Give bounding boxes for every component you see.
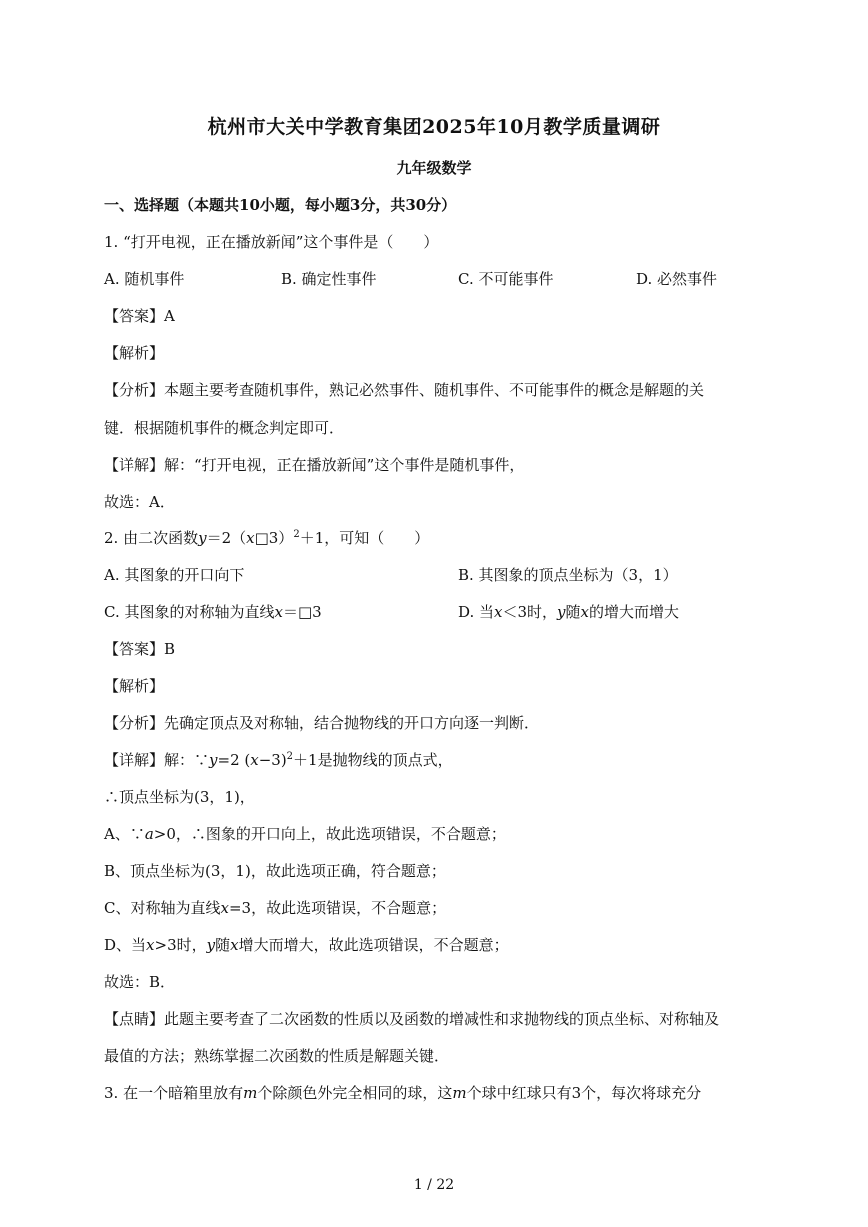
q1-option-a: A. 随机事件 [104,270,185,288]
q2-detail-text-c: −3) [258,751,287,769]
q2-detail-text-b: =2 ( [217,751,251,769]
q3-stem-var-m1: m [243,1084,258,1102]
q2-line-d-text-a: D、当 [104,936,147,954]
q2-stem-var-y: y [198,529,207,547]
q2-option-d-text-a: D. 当 [458,603,495,621]
q3-stem-text-c: 个球中红球只有3个，每次将球充分 [466,1084,702,1102]
q2-line-d-var-x: x [146,936,155,954]
q1-stem: 1. “打开电视，正在播放新闻”这个事件是（ ） [104,233,439,251]
q2-detail [104,750,453,770]
q2-stem-text-c: □3） [254,529,294,547]
q2-choice: 故选：B． [104,973,176,991]
q2-detail-text-d: ＋1是抛物线的顶点式， [293,751,453,769]
q1-option-b: B. 确定性事件 [281,270,377,288]
q1-analysis-line2: 键．根据随机事件的概念判定即可． [104,419,345,437]
q2-detail-text-a: 【详解】解：∵ [104,751,210,769]
q2-stem-text-d: ＋1，可知（ ） [299,529,430,547]
q2-option-d-var-x2: x [580,603,590,621]
q3-stem-text-a: 3. 在一个暗箱里放有 [104,1084,244,1102]
q2-stem [104,528,429,548]
q3-stem-text-b: 个除颜色外完全相同的球，这 [257,1084,453,1102]
q2-option-b: B. 其图象的顶点坐标为（3，1） [458,566,678,584]
q2-option-d-text-d: 的增大而增大 [589,603,680,621]
q2-stem-text-a: 2. 由二次函数 [104,529,199,547]
q2-option-d-var-y: y [557,603,566,621]
q1-option-c: C. 不可能事件 [458,270,554,288]
q3-stem [104,1083,701,1103]
q2-detail-exponent: 2 [286,751,294,762]
q2-comment-line2: 最值的方法；熟练掌握二次函数的性质是解题关键． [104,1047,450,1065]
q2-line-c-text-b: =3，故此选项错误，不合题意； [228,899,447,917]
q2-option-d-text-c: 随 [565,603,581,621]
q2-option-c-text-a: C. 其图象的对称轴为直线 [104,603,275,621]
q3-stem-var-m2: m [452,1084,467,1102]
q2-comment-line1: 【点睛】此题主要考查了二次函数的性质以及函数的增减性和求抛物线的顶点坐标、对称轴及 [104,1010,720,1028]
q2-option-d-text-b: ＜3时， [502,603,558,621]
q2-option-c-var-x: x [274,603,283,621]
q2-option-d-var-x: x [494,603,503,621]
q1-answer: 【答案】A [104,307,175,325]
q2-stem-text-b: ＝2（ [206,529,247,547]
q2-line-d-text-d: 增大而增大，故此选项错误，不合题意； [238,936,509,954]
q2-option-c [104,602,322,622]
q2-vertex: ∴顶点坐标为(3，1)， [104,788,255,806]
q2-jiexi-label: 【解析】 [104,677,165,695]
q2-stem-exponent: 2 [293,529,300,540]
q2-line-c [104,898,446,918]
q1-choice: 故选：A． [104,493,175,511]
q2-option-a: A. 其图象的开口向下 [104,566,245,584]
q2-line-a-text-a: A、∵ [104,825,145,843]
q2-line-d-text-c: 随 [215,936,231,954]
q2-line-d-text-b: >3时， [154,936,207,954]
q2-detail-var-x: x [250,751,259,769]
q2-line-a-text-b: >0，∴图象的开口向上，故此选项错误，不合题意； [153,825,506,843]
q1-jiexi-label: 【解析】 [104,344,165,362]
q2-line-a [104,824,506,844]
q2-stem-var-x: x [246,529,255,547]
q1-option-d: D. 必然事件 [636,270,718,288]
q2-line-d-var-y: y [206,936,216,954]
q2-option-d [458,602,679,622]
q2-line-c-text-a: C、对称轴为直线 [104,899,221,917]
q2-option-c-text-b: ＝□3 [282,603,322,621]
page-number: 1 / 22 [413,1177,455,1193]
q2-line-d-var-x2: x [230,936,239,954]
q2-line-d [104,935,509,955]
q2-line-a-var-a: a [144,825,154,843]
q2-line-c-var-x: x [220,899,229,917]
q2-detail-var-y: y [209,751,218,769]
document-subtitle: 九年级数学 [396,159,472,177]
q2-answer: 【答案】B [104,640,176,658]
document-title: 杭州市大关中学教育集团2025年10月教学质量调研 [207,116,661,138]
q1-analysis-line1: 【分析】本题主要考查随机事件，熟记必然事件、随机事件、不可能事件的概念是解题的关 [104,381,705,399]
q2-line-b: B、顶点坐标为(3，1)，故此选项正确，符合题意； [104,862,446,880]
q1-detail: 【详解】解：“打开电视，正在播放新闻”这个事件是随机事件， [104,456,525,474]
q2-analysis: 【分析】先确定顶点及对称轴，结合抛物线的开口方向逐一判断． [104,714,540,732]
section-heading: 一、选择题（本题共10小题，每小题3分，共30分） [104,196,457,214]
